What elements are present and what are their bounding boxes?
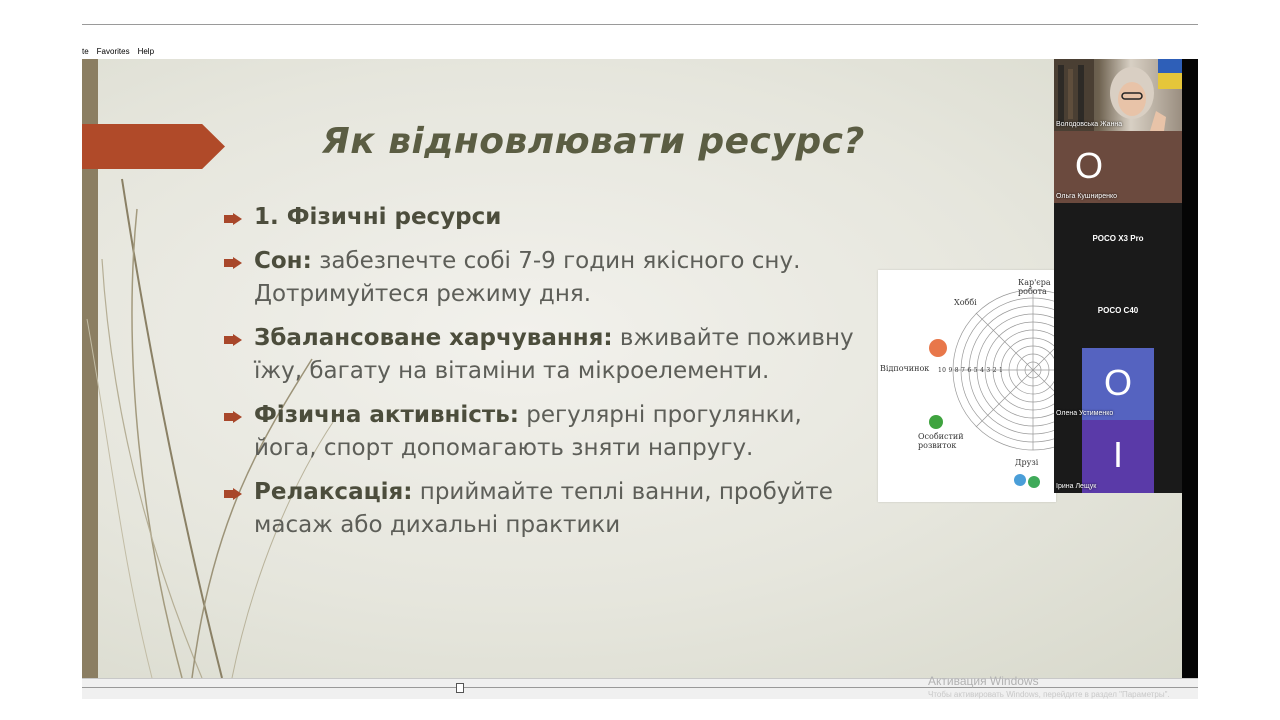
bullet-heading: Збалансоване харчування: (254, 325, 613, 351)
wheel-label-career: Кар'єра робота (1018, 278, 1051, 296)
avatar-initial: О (1103, 362, 1132, 403)
windows-activation-watermark: Активация Windows (928, 674, 1039, 688)
participant-name: Олена Устименко (1056, 410, 1114, 417)
participant-name: POCO X3 Pro (1092, 234, 1144, 243)
bullet-relaxation (224, 476, 864, 542)
bullet-nutrition (224, 322, 864, 388)
friends-icon (1014, 474, 1026, 486)
avatar-initial: І (1112, 434, 1123, 475)
scroll-thumb[interactable] (456, 683, 464, 693)
slide-title: Як відновлювати ресурс? (322, 121, 865, 162)
person-icon (929, 339, 947, 357)
bullet-heading: Релаксація: (254, 479, 413, 505)
video-tile-iryna[interactable] (1054, 420, 1182, 493)
bullet-text: вживайте поживну їжу, багату на вітаміни та мікроелементи. (254, 325, 854, 384)
bullet-heading: Сон: (254, 248, 312, 274)
video-tile-olena[interactable] (1054, 348, 1182, 420)
menu-item-file[interactable]: te (82, 47, 89, 56)
arrow-bullet-icon (224, 213, 242, 225)
wheel-of-life-image (878, 270, 1056, 502)
bullet-physical-resources (224, 201, 864, 234)
video-tile-zhanna[interactable] (1054, 59, 1182, 131)
participant-name: Ірина Лещук (1056, 483, 1097, 490)
participant-name: Володовська Жанна (1056, 121, 1123, 128)
wheel-label-hobby: Хоббі (954, 298, 977, 307)
bullet-list (224, 201, 864, 553)
avatar-initial: О (1074, 145, 1103, 186)
arrow-bullet-icon (224, 334, 242, 346)
wheel-scale: 10 9 8 7 6 5 4 3 2 1 (938, 367, 1004, 374)
participant-name: Ольга Кушниренко (1056, 193, 1117, 200)
arrow-bullet-icon (224, 488, 242, 500)
video-tile-olga[interactable] (1054, 131, 1182, 203)
menu-bar (82, 46, 154, 58)
participant-name: POCO C40 (1097, 306, 1139, 315)
wheel-label-rest: Відпочинок (880, 364, 930, 373)
menu-item-favorites[interactable]: Favorites (96, 47, 130, 56)
bullet-text: забезпечте собі 7-9 годин якісного сну. Дотримуйтеся режиму дня. (254, 248, 801, 307)
bullet-text: регулярні прогулянки, йога, спорт допомагають зняти напругу. (254, 402, 802, 461)
bullet-sleep (224, 245, 864, 311)
windows-activation-hint: Чтобы активировать Windows, перейдите в раздел "Параметры". (928, 690, 1170, 699)
video-participants-panel (1054, 59, 1182, 493)
video-tile-poco-c40[interactable] (1054, 275, 1182, 347)
bullet-heading: 1. Фізичні ресурси (254, 204, 502, 230)
window-top-border (82, 24, 1198, 25)
menu-item-help[interactable]: Help (137, 47, 155, 56)
arrow-bullet-icon (224, 411, 242, 423)
wheel-label-growth: Особистий розвиток (918, 432, 964, 450)
title-arrow-banner (82, 124, 225, 169)
leaf-icon (929, 415, 943, 429)
video-tile-poco-x3[interactable] (1054, 203, 1182, 275)
bullet-activity (224, 399, 864, 465)
arrow-bullet-icon (224, 257, 242, 269)
bullet-text: приймайте теплі ванни, пробуйте масаж або дихальні практики (254, 479, 833, 538)
right-dark-bar (1182, 59, 1198, 678)
bullet-heading: Фізична активність: (254, 402, 519, 428)
wheel-label-friends: Друзі (1015, 458, 1039, 467)
